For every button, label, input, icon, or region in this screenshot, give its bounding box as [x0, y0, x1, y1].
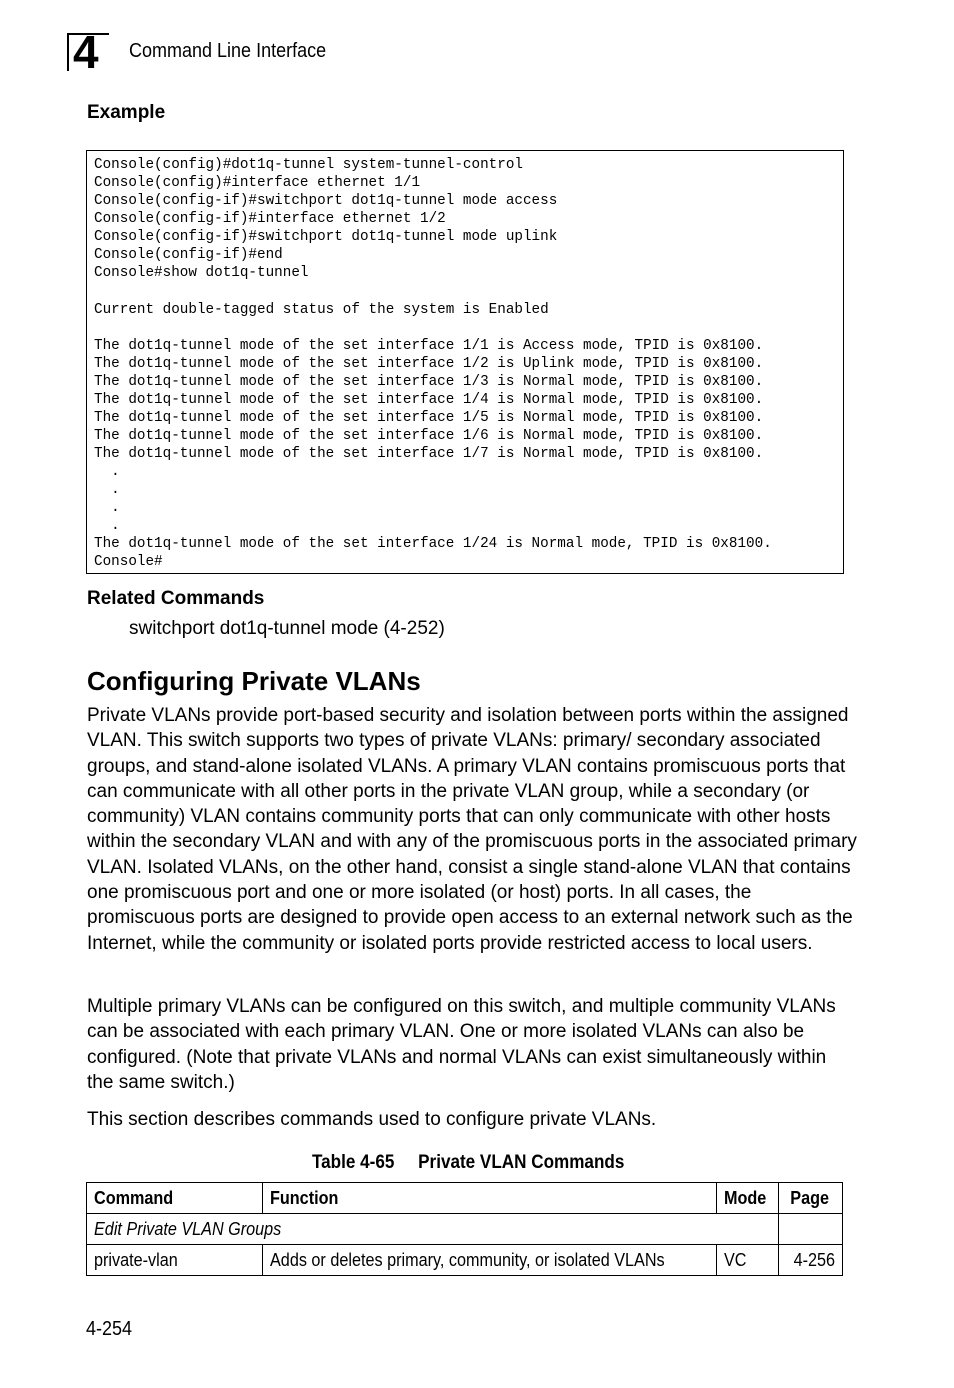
code-line: Console(config-if)#interface ethernet 1/2: [94, 211, 446, 228]
body-paragraph: Private VLANs provide port-based security and isolation between ports within the assigned VLAN. This switch supports two types of private VLANs: primary/ secondary associated groups, and stand-alone isolated VLANs. A primary VLAN contains promiscuous ports that can communicate with all other ports in the private VLAN group, while a secondary (or community) VLAN contains community ports that can only communicate with other hosts within the secondary VLAN and with any of the promiscuous ports in the associated primary VLAN. Isolated VLANs, on the other hand, consist a single stand-alone VLAN that contains one promiscuous port and one or more isolated (or host) ports. In all cases, the promiscuous ports are designed to provide open access to an external network such as the Internet, while the community or isolated ports provide restricted access to local users.: [87, 705, 857, 954]
code-line: The dot1q-tunnel mode of the set interface 1/1 is Access mode, TPID is 0x8100.: [94, 337, 764, 354]
code-line: The dot1q-tunnel mode of the set interface 1/24 is Normal mode, TPID is 0x8100.: [94, 536, 772, 553]
group-label: Edit Private VLAN Groups: [87, 1214, 779, 1245]
column-header-function: Function: [263, 1183, 717, 1214]
page-cell: 4-256: [778, 1245, 842, 1276]
table-caption-number: Table 4-65: [312, 1152, 395, 1173]
column-header-mode: Mode: [716, 1183, 778, 1214]
body-paragraph: Multiple primary VLANs can be configured on this switch, and multiple community VLANs can be associated with each primary VLAN. One or more isolated VLANs can also be configured. (Note that private VLANs and normal VLANs can exist simultaneously within the same switch.): [87, 996, 836, 1093]
code-example: [94, 156, 772, 571]
column-header-page: Page: [778, 1183, 842, 1214]
code-line: The dot1q-tunnel mode of the set interface 1/5 is Normal mode, TPID is 0x8100.: [94, 409, 764, 426]
code-line: .: [94, 482, 120, 499]
code-line: The dot1q-tunnel mode of the set interface 1/3 is Normal mode, TPID is 0x8100.: [94, 373, 764, 390]
body-paragraph: This section describes commands used to configure private VLANs.: [87, 1109, 657, 1130]
code-line: The dot1q-tunnel mode of the set interface 1/4 is Normal mode, TPID is 0x8100.: [94, 391, 764, 408]
code-line: Console(config)#dot1q-tunnel system-tunnel-control: [94, 157, 523, 173]
code-line: .: [94, 518, 120, 535]
code-line: .: [94, 500, 120, 517]
mode-cell: VC: [716, 1245, 778, 1276]
private-vlan-commands-table: [86, 1182, 843, 1276]
page-number: 4-254: [86, 1318, 133, 1340]
command-cell: private-vlan: [87, 1245, 263, 1276]
table-header-row: [87, 1183, 843, 1214]
code-line: Console#show dot1q-tunnel: [94, 265, 309, 282]
code-line: Console(config-if)#end: [94, 247, 283, 264]
code-example-box: [86, 150, 844, 574]
table-group-row: [87, 1214, 843, 1245]
example-heading: Example: [87, 102, 166, 123]
column-header-command: Command: [87, 1183, 263, 1214]
chapter-title: Command Line Interface: [129, 40, 327, 62]
code-line: The dot1q-tunnel mode of the set interface 1/6 is Normal mode, TPID is 0x8100.: [94, 427, 764, 444]
code-line: Console#: [94, 554, 163, 571]
code-line: Console(config-if)#switchport dot1q-tunnel mode uplink: [94, 229, 558, 246]
table-row: [87, 1245, 843, 1276]
related-command-link[interactable]: switchport dot1q-tunnel mode (4-252): [129, 618, 445, 639]
section-title: Configuring Private VLANs: [87, 666, 421, 696]
group-empty-cell: [778, 1214, 842, 1245]
table-caption-title: Private VLAN Commands: [418, 1152, 625, 1173]
code-line: Current double-tagged status of the system is Enabled: [94, 301, 549, 318]
code-line: Console(config)#interface ethernet 1/1: [94, 175, 421, 192]
code-line: The dot1q-tunnel mode of the set interface 1/7 is Normal mode, TPID is 0x8100.: [94, 446, 764, 462]
code-line: .: [94, 464, 120, 481]
table-caption: [312, 1152, 624, 1174]
code-line: The dot1q-tunnel mode of the set interface 1/2 is Uplink mode, TPID is 0x8100.: [94, 355, 764, 372]
function-cell: Adds or deletes primary, community, or isolated VLANs: [263, 1245, 717, 1276]
chapter-tab: [67, 26, 109, 78]
related-commands-heading: Related Commands: [87, 588, 265, 609]
code-line: Console(config-if)#switchport dot1q-tunnel mode access: [94, 193, 558, 210]
chapter-number: 4: [73, 26, 99, 78]
